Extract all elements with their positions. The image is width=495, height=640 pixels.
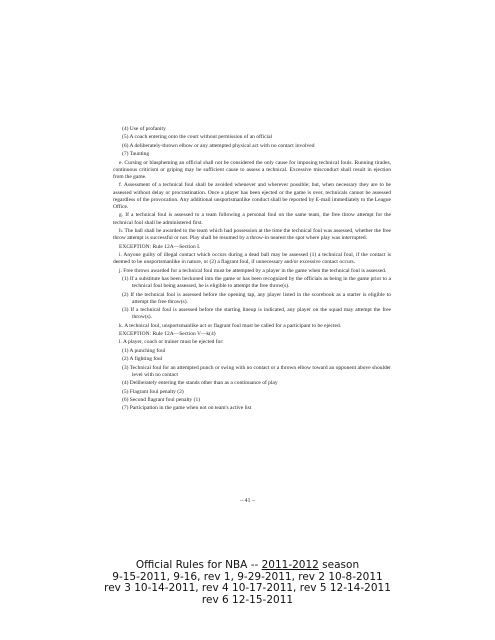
footer-title-line	[0, 560, 495, 572]
list-item: (7) Participation in the game when not on team's active list	[122, 405, 252, 412]
list-item: (3) Technical foul for an attempted punch or swing with no contact or a thrown elbow toward an opponent above shoulder level with no contact	[122, 364, 391, 378]
footer-suffix: season	[318, 559, 360, 571]
paragraph-k: k. A technical foul, unsportsmanlike act or flagrant foul must be called for a participant to be ejected.	[119, 322, 342, 329]
exception-note: EXCEPTION: Rule 12A—Section V—k(4)	[119, 331, 216, 338]
paragraph-f: f. Assessment of a technical foul shall be avoided whenever and wherever possible; but, when necessary they are to be assessed without delay or procrastination. Once a player has been ejected or the game is over, technicals cannot be assessed regardless of the provocation. Any additional unsportsmanlike conduct shall be reported by E-mail immediately to the League Office.	[113, 182, 391, 210]
list-item: (5) Flagrant foul penalty (2)	[122, 388, 184, 395]
list-item: (4) Use of profanity	[122, 126, 166, 132]
footer-revision-line: 9-15-2011, 9-16, rev 1, 9-29-2011, rev 2 10-8-2011	[112, 570, 383, 583]
footer-prefix: Official Rules for NBA --	[135, 559, 262, 571]
list-item: (3) If a technical foul is assessed before the starting lineup is indicated, any player on the squad may attempt the free throw(s).	[122, 307, 391, 321]
list-item: (6) A deliberately-thrown elbow or any attempted physical act with no contact involved	[122, 142, 315, 149]
paragraph-g: g. If a technical foul is assessed to a team following a personal foul on the same team, the free throw attempt for the technical foul shall be administered first.	[113, 212, 391, 226]
paragraph-i: i. Anyone guilty of illegal contact which occurs during a dead ball may be assessed (1) a technical foul, if the contact is deemed to be unsportsmanlike in nature, or (2) a flagrant foul, if unnecessary and/or excessive contact occurs.	[113, 251, 391, 266]
paragraph-l: l. A player, coach or trainer must be ejected for:	[119, 339, 224, 346]
paragraph-h: h. The ball shall be awarded to the team which had possession at the time the technical foul was assessed, whether the free throw attempt is successful or not. Play shall be resumed by a throw-in nearest the spot where play was interrupted.	[113, 227, 391, 242]
list-item: (6) Second flagrant foul penalty (1)	[122, 397, 201, 404]
list-item: (1) If a substitute has been beckoned into the game or has been recognized by the officials as being in the game prior to a technical foul being assessed, he is eligible to attempt the free throw(s).	[122, 275, 391, 290]
list-item: (7) Taunting	[122, 151, 150, 158]
footer-revision-line: rev 6 12-15-2011	[201, 593, 294, 606]
footer-revision-line: rev 3 10-14-2011, rev 4 10-17-2011, rev 5 12-14-2011	[104, 582, 391, 595]
paragraph-j: j. Free throws awarded for a technical foul must be attempted by a player in the game when the technical foul is assessed.	[119, 267, 387, 274]
list-item: (1) A punching foul	[122, 347, 166, 354]
rules-text	[113, 126, 391, 414]
document-footer	[0, 560, 495, 606]
page-number: – 41 –	[240, 498, 255, 504]
list-item: (2) A fighting foul	[122, 356, 163, 363]
list-item: (4) Deliberately entering the stands other than as a continuance of play	[122, 380, 278, 387]
exception-note: EXCEPTION: Rule 12A—Section I.	[119, 243, 201, 250]
list-item: (5) A coach entering onto the court without permission of an official	[122, 134, 273, 141]
footer-season: 2011-2012	[261, 559, 319, 571]
list-item: (2) If the technical foul is assessed before the opening tap, any player listed in the scorebook as a starter is eligible to attempt the free throw(s).	[122, 291, 391, 305]
paragraph-e: e. Cursing or blaspheming an official shall not be considered the only cause for imposing technical fouls. Running tirades, continuous criticism or griping may be sufficient cause to assess a technical. Excessive misconduct shall result in ejection from the game.	[113, 159, 391, 180]
